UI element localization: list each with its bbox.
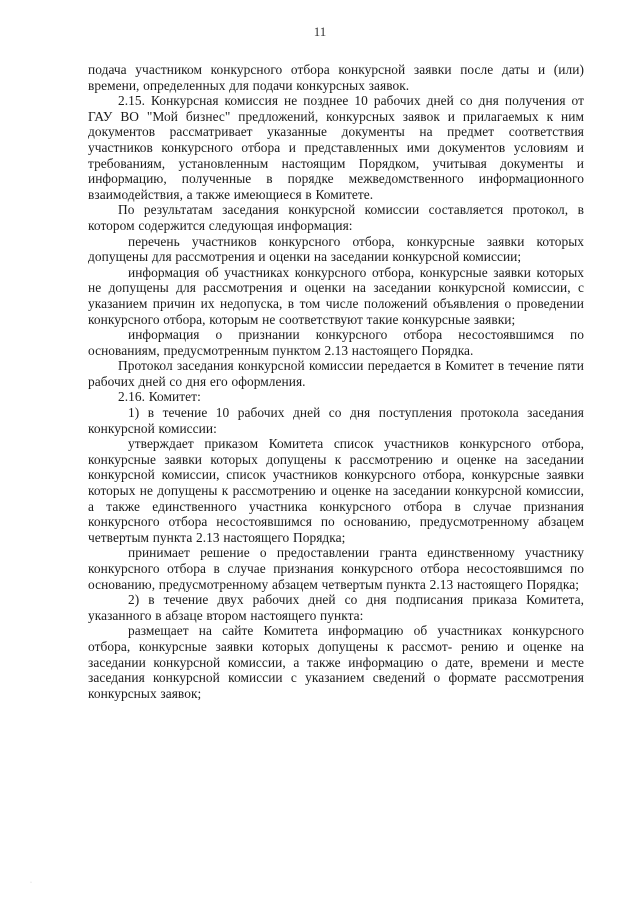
document-body	[88, 62, 584, 701]
scan-margin-mark: ·	[30, 880, 32, 886]
paragraph-admitted-list: перечень участников конкурсного отбора, конкурсные заявки которых допущены для рассмотрения и оценки на заседании конкурсной комиссии;	[88, 233, 584, 265]
paragraph-protocol-transfer: Протокол заседания конкурсной комиссии передается в Комитет в течение пяти рабочих дней со дня его оформления.	[88, 358, 584, 389]
paragraph-publishes-info: размещает на сайте Комитета информацию об участниках конкурсного отбора, конкурсные заявки которых допущены к рассмот- рению и оценке на заседании конкурсной комиссии, а также информацию о дате, времени и месте заседания конкурсной комиссии с указанием сведений о формате рассмотрения конкурсных заявок;	[88, 623, 584, 701]
page-number: 11	[313, 24, 327, 39]
paragraph-2-16-item-2: 2) в течение двух рабочих дней со дня подписания приказа Комитета, указанного в абзаце втором настоящего пункта:	[88, 592, 584, 623]
paragraph-approves-order: утверждает приказом Комитета список участников конкурсного отбора, конкурсные заявки которых допущены к рассмотрению и оценке на заседании конкурсной комиссии, список участников конкурсного отбора, конкурсные заявки которых не допущены к рассмотрению и оценке на заседании конкурсной комиссии, а также единственного участника конкурсного отбора в случае признания конкурсного отбора несостоявшимся по основанию, предусмотренному абзацем четвертым пункта 2.13 настоящего Порядка;	[88, 436, 584, 545]
paragraph-grant-decision: принимает решение о предоставлении гранта единственному участнику конкурсного отбора в случае признания конкурсного отбора несостоявшимся по основанию, предусмотренному абзацем четвертым пункта 2.13 настоящего Порядка;	[88, 545, 584, 592]
paragraph-2-16-item-1: 1) в течение 10 рабочих дней со дня поступления протокола заседания конкурсной комиссии:	[88, 405, 584, 436]
paragraph-2-16: 2.16. Комитет:	[118, 389, 201, 405]
paragraph-2-15: 2.15. Конкурсная комиссия не позднее 10 рабочих дней со дня получения от ГАУ ВО "Мой бизнес" предложений, конкурсных заявок и прилагаемых к ним документов рассматривает указанные документы на предмет соответствия участников конкурсного отбора и представленных ими документов условиям и требованиям, установленным настоящим Порядком, учитывая документы и информацию, полученные в порядке межведомственного информационного взаимодействия, а также имеющиеся в Комитете.	[88, 93, 584, 202]
paragraph-failed-selection-info: информация о признании конкурсного отбора несостоявшимся по основаниям, предусмотренным пунктом 2.13 настоящего Порядка.	[88, 327, 584, 358]
paragraph-not-admitted-info: информация об участниках конкурсного отбора, конкурсные заявки которых не допущены для рассмотрения и оценки на заседании конкурсной комиссии, с указанием причин их недопуска, в том числе положений объявления о проведении конкурсного отбора, которым не соответствуют такие конкурсные заявки;	[88, 264, 584, 327]
paragraph-protocol-intro: По результатам заседания конкурсной комиссии составляется протокол, в котором содержится следующая информация:	[88, 202, 584, 233]
paragraph-application-after-deadline: подача участником конкурсного отбора конкурсной заявки после даты и (или) времени, определенных для подачи конкурсных заявок.	[88, 62, 584, 93]
